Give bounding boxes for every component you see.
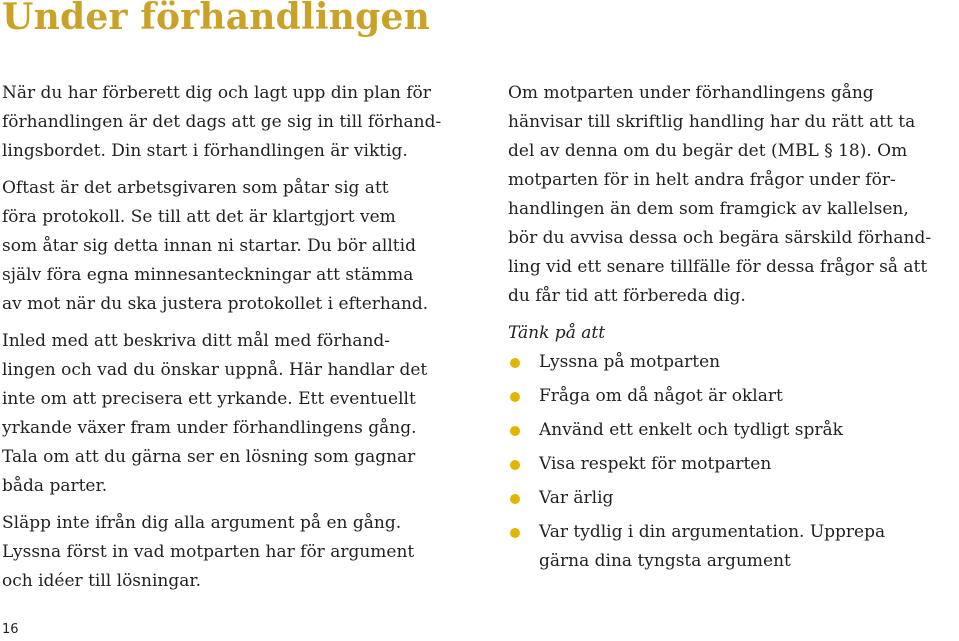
page-title: Under förhandlingen — [2, 0, 431, 38]
bullet-icon — [510, 460, 520, 470]
tip-text: Lyssna på motparten — [539, 352, 721, 372]
bullet-icon — [510, 528, 520, 538]
tip-item — [508, 484, 958, 513]
tip-item — [508, 518, 958, 576]
tip-text: Var ärlig — [539, 488, 614, 508]
tip-item — [508, 416, 958, 445]
intro-paragraph: När du har förberett dig och lagt upp din plan för förhandlingen är det dags att ge sig in till förhand- lingsbordet. Din start i förhandlingen är viktig. — [2, 83, 442, 161]
tip-item — [508, 450, 958, 479]
bullet-icon — [510, 426, 520, 436]
tip-text: Var tydlig i din argumentation. Upprepa gärna dina tyngsta argument — [539, 522, 886, 571]
bullet-icon — [510, 392, 520, 402]
tips-heading: Tänk på att — [508, 323, 606, 343]
tip-item — [508, 382, 958, 411]
arguments-paragraph: Släpp inte ifrån dig alla argument på en gång. Lyssna först in vad motparten har för argument och idéer till lösningar. — [2, 513, 415, 591]
tip-text: Använd ett enkelt och tydligt språk — [539, 420, 843, 440]
tip-text: Fråga om då något är oklart — [539, 386, 783, 406]
right-column — [508, 79, 958, 576]
page-number: 16 — [2, 622, 19, 637]
tip-text: Visa respekt för motparten — [539, 454, 772, 474]
tip-item — [508, 348, 958, 377]
documents-paragraph: Om motparten under förhandlingens gång hänvisar till skriftlig handling har du rätt att ta del av denna om du begär det (MBL § 18). Om motparten för in helt andra frågor under för- handlingen än dem som framgick av kallelsen, bör du avvisa dessa och begära särskild förhand- ling vid ett senare tillfälle för dessa frågor så att du får tid att förbereda dig. — [508, 83, 932, 306]
protocol-paragraph: Oftast är det arbetsgivaren som påtar sig att föra protokoll. Se till att det är klartgjort vem som åtar sig detta innan ni startar. Du bör alltid själv föra egna minnesanteckningar att stämma av mot när du ska justera protokollet i efterhand. — [2, 178, 429, 314]
tips-list — [508, 348, 958, 576]
bullet-icon — [510, 358, 520, 368]
bullet-icon — [510, 494, 520, 504]
goal-paragraph: Inled med att beskriva ditt mål med förhand- lingen och vad du önskar uppnå. Här handlar det inte om att precisera ett yrkande. Ett eventuellt yrkande växer fram under förhandlingens gång. Tala om att du gärna ser en lösning som gagnar båda parter. — [2, 331, 428, 496]
left-column — [2, 79, 462, 596]
